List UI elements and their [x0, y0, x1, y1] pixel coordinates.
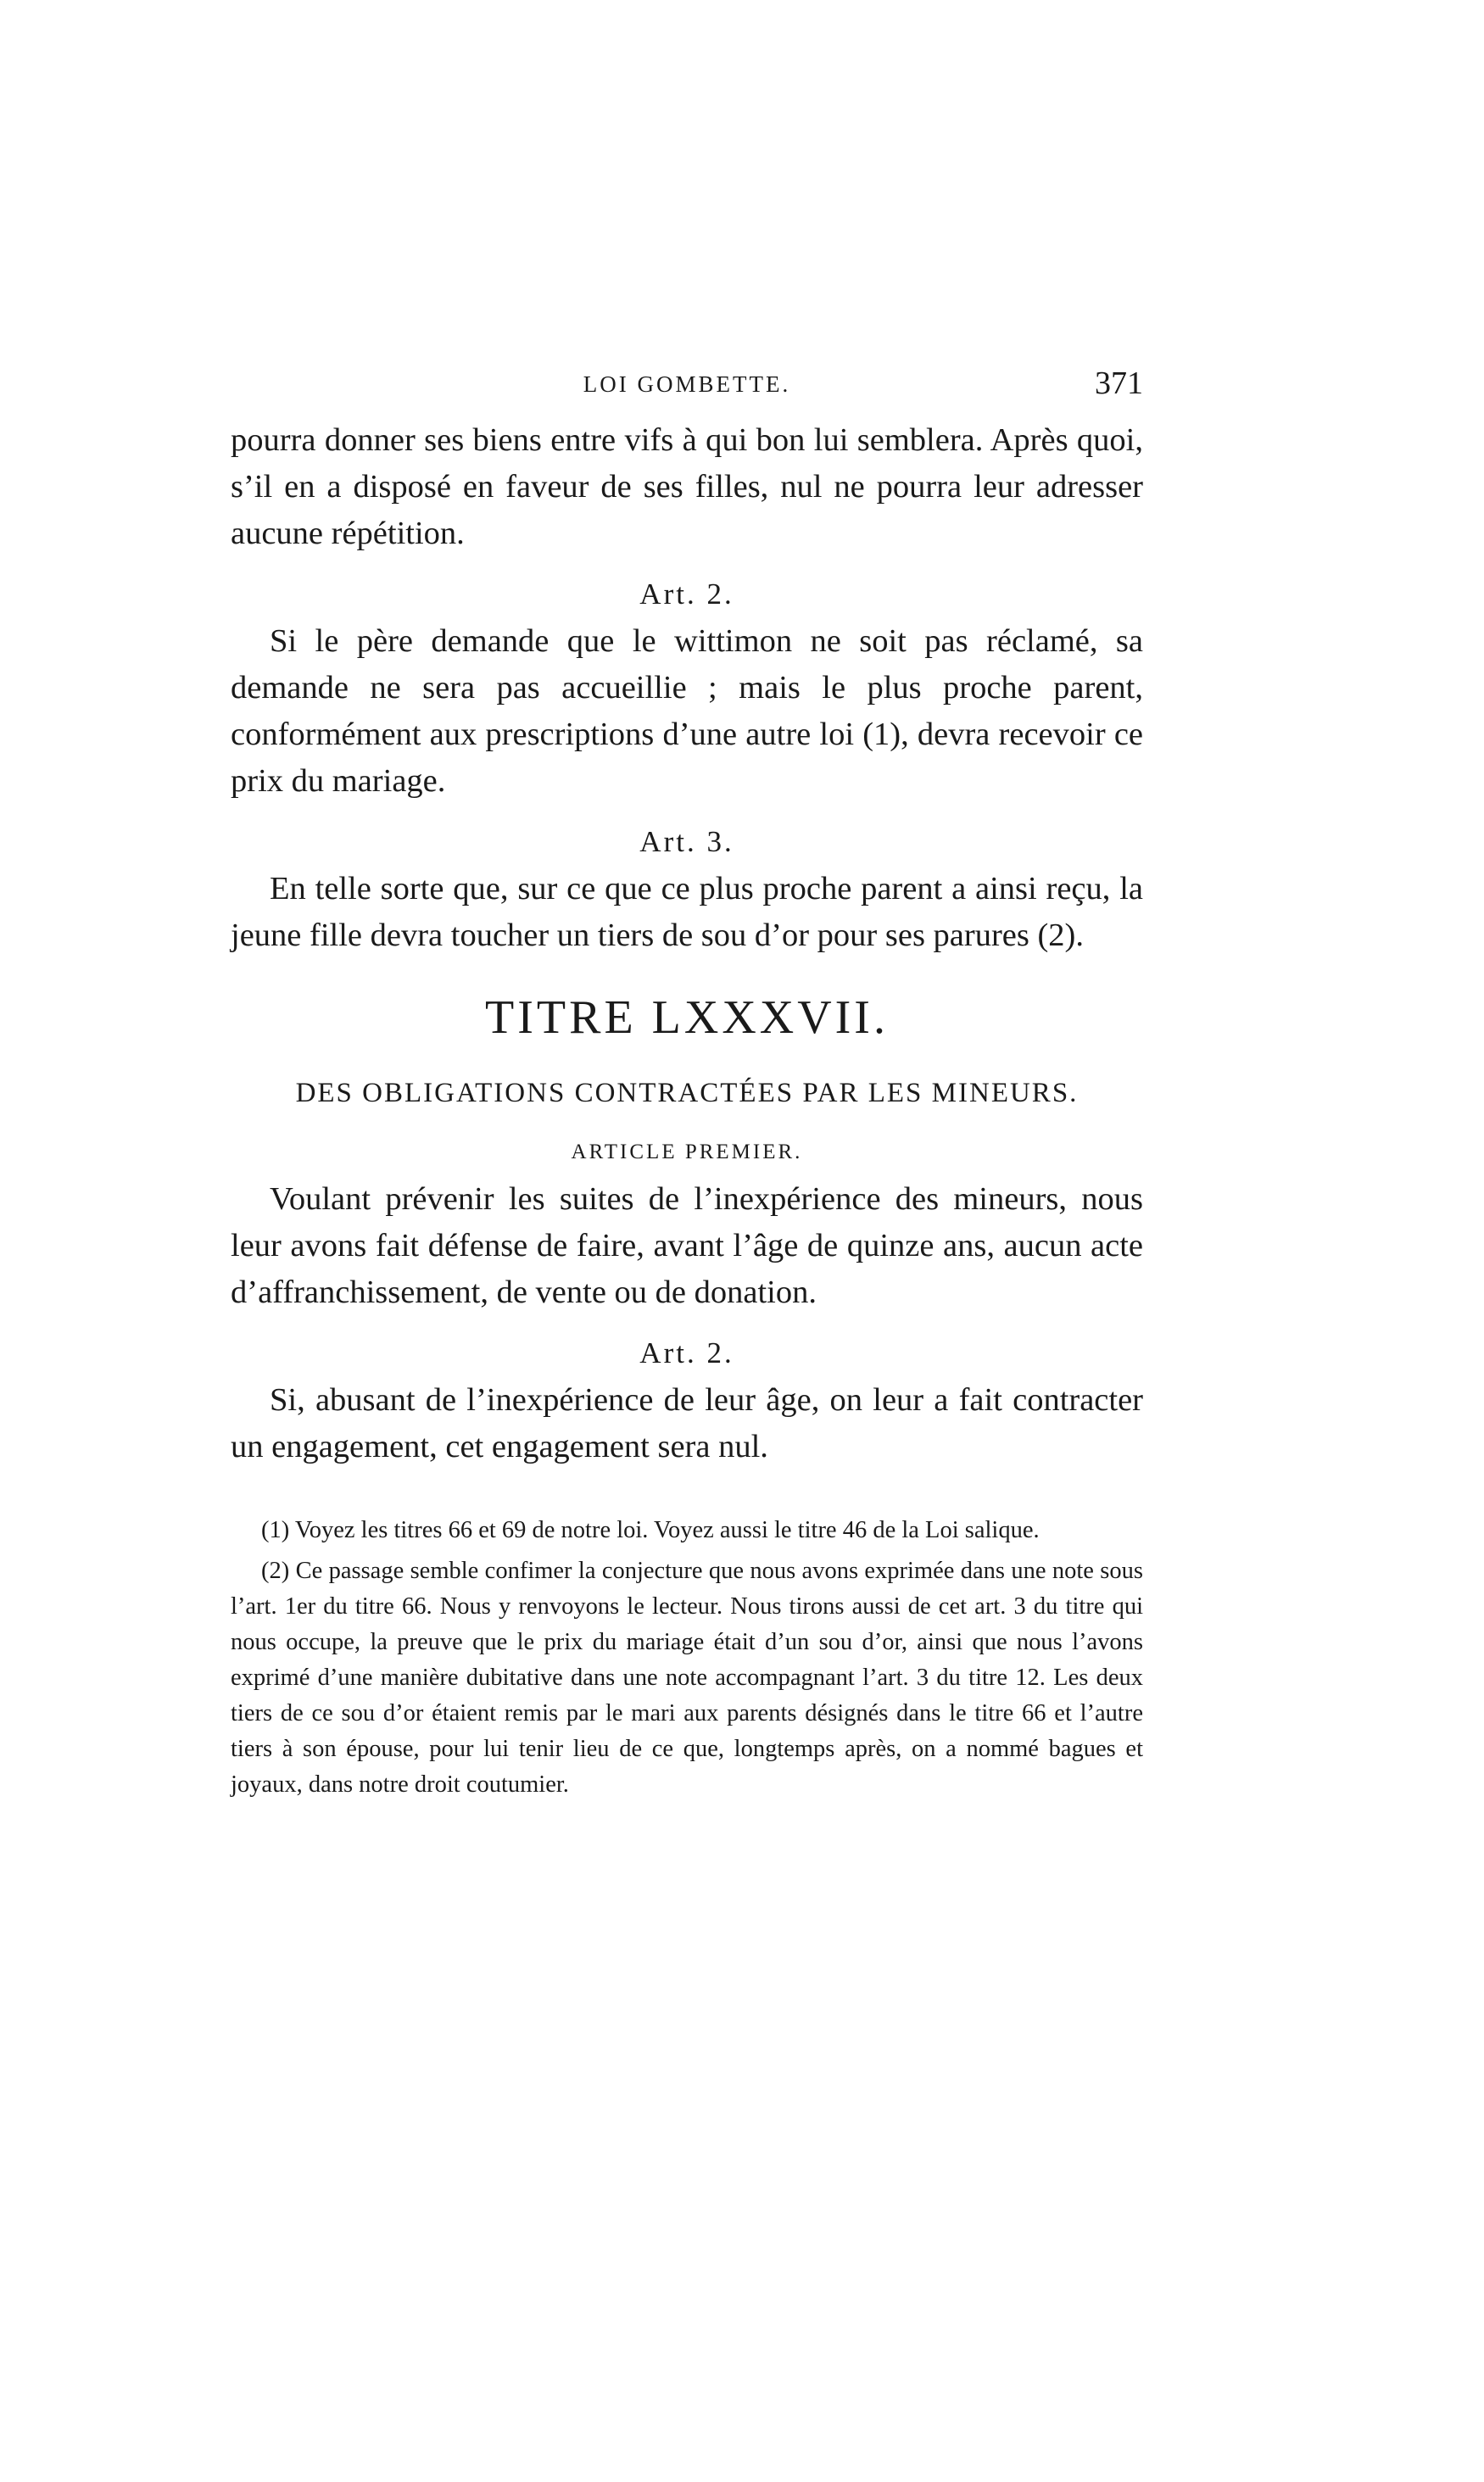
article-premier-paragraph: Voulant prévenir les suites de l’inexpérience des mineurs, nous leur avons fait défense de faire, avant l’âge de quinze ans, aucun acte d’affranchissement, de vente ou de donation.	[231, 1181, 1143, 1310]
page-number: 371	[1095, 365, 1143, 401]
article-3-paragraph: En telle sorte que, sur ce que ce plus proche parent a ainsi reçu, la jeune fille devra toucher un tiers de sou d’or pour ses parures (2).	[231, 871, 1143, 953]
article-2-paragraph: Si le père demande que le wittimon ne soit pas réclamé, sa demande ne sera pas accueillie ; mais le plus proche parent, conformément aux prescriptions d’une autre loi (1), devra recevoir ce prix du mariage.	[231, 623, 1143, 799]
article-3-heading: Art. 3.	[639, 825, 734, 858]
book-page	[231, 365, 1143, 1808]
section-heading: DES OBLIGATIONS CONTRACTÉES PAR LES MINEURS.	[295, 1078, 1079, 1108]
article-2-heading: Art. 2.	[639, 577, 734, 611]
footnotes	[231, 1513, 1143, 1803]
paragraph-continuation: pourra donner ses biens entre vifs à qui bon lui semblera. Après quoi, s’il en a disposé en faveur de ses filles, nul ne pourra leur adresser aucune répétition.	[231, 422, 1143, 551]
running-title: LOI GOMBETTE.	[583, 371, 791, 397]
titre-heading: TITRE LXXXVII.	[485, 991, 889, 1044]
footnote-1: (1) Voyez les titres 66 et 69 de notre loi. Voyez aussi le titre 46 de la Loi salique.	[261, 1517, 1040, 1543]
footnote-2: (2) Ce passage semble confimer la conjecture que nous avons exprimée dans une note sous l’art. 1er du titre 66. Nous y renvoyons le lecteur. Nous tirons aussi de cet art. 3 du titre qui nous occupe, la preuve que le prix du mariage était d’un sou d’or, ainsi que nous l’avons exprimé d’une manière dubitative dans une note accompagnant l’art. 3 du titre 12. Les deux tiers de ce sou d’or étaient remis par le mari aux parents désignés dans le titre 66 et l’autre tiers à son épouse, pour lui tenir lieu de ce que, longtemps après, on a nommé bagues et joyaux, dans notre droit coutumier.	[231, 1558, 1143, 1798]
article-2b-paragraph: Si, abusant de l’inexpérience de leur âge, on leur a fait contracter un engagement, cet engagement sera nul.	[231, 1382, 1143, 1464]
article-2b-heading: Art. 2.	[639, 1336, 734, 1369]
running-head	[231, 365, 1143, 417]
article-premier-heading: ARTICLE PREMIER.	[571, 1141, 803, 1163]
